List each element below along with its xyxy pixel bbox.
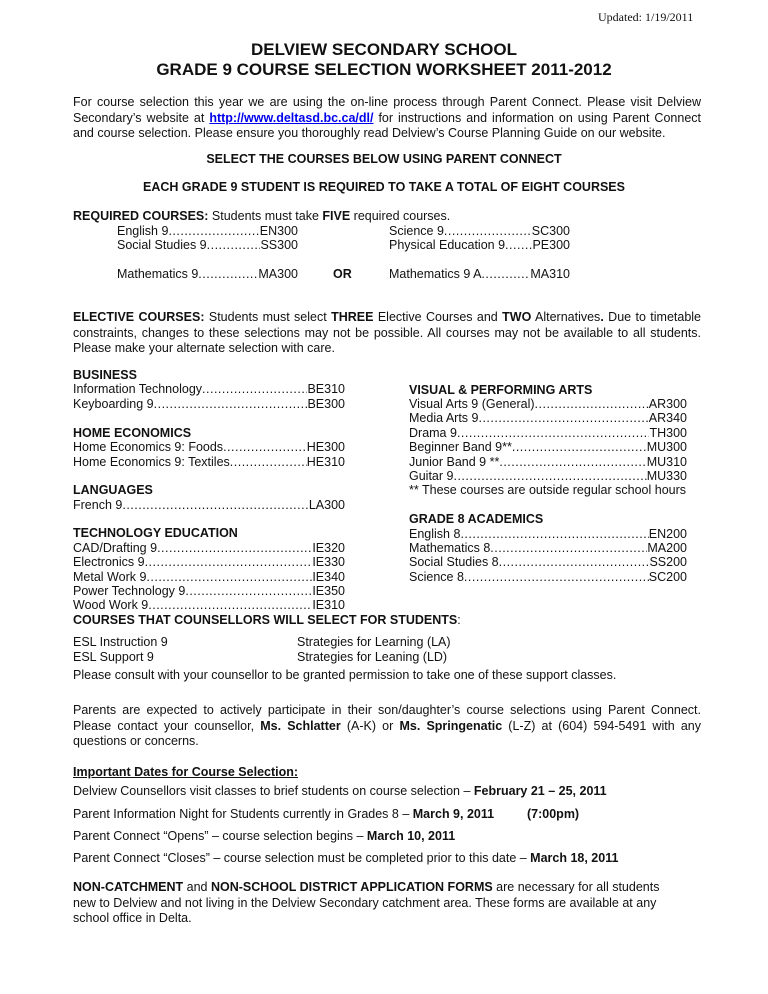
strategies-ld: Strategies for Leaning (LD): [297, 650, 448, 664]
required-social-studies: Social Studies 9 ..... SS300: [117, 238, 298, 253]
date-closes: Parent Connect “Closes” – course selection must be completed prior to this date – March 18, 2011: [73, 851, 619, 865]
course-row: Science 8 ..... SC200: [409, 570, 687, 585]
intro-paragraph: For course selection this year we are using the on-line process through Parent Connect. Please visit Delview Secondary’s website at http://www.deltasd.bc.ca/dl/ for instructions and information on using Parent Connect and course selection. Please ensure you thoroughly read Delview’s Course Planning Guide on our website.: [73, 95, 701, 140]
grade8-heading: GRADE 8 ACADEMICS: [409, 512, 544, 526]
course-row: Junior Band 9 ** ..... MU310: [409, 455, 687, 470]
course-row: Information Technology ..... BE310: [73, 382, 345, 397]
course-row: Metal Work 9 ..... IE340: [73, 570, 345, 585]
total-heading: EACH GRADE 9 STUDENT IS REQUIRED TO TAKE A TOTAL OF EIGHT COURSES: [143, 180, 625, 194]
updated-date: Updated: 1/19/2011: [598, 10, 694, 24]
course-row: Drama 9 ..... TH300: [409, 426, 687, 441]
course-row: Wood Work 9 ..... IE310: [73, 598, 345, 613]
worksheet-title: GRADE 9 COURSE SELECTION WORKSHEET 2011-2012: [156, 60, 612, 79]
elective-paragraph: ELECTIVE COURSES: Students must select THREE Elective Courses and TWO Alternatives. Due to timetable constraints, changes to these selections may not be possible. All courses may not be available to all students. Please make your alternate selection with care.: [73, 310, 702, 355]
website-link[interactable]: http://www.deltasd.bc.ca/dl/: [209, 110, 374, 125]
required-math-a: Mathematics 9 A ..... MA310: [389, 267, 570, 282]
arts-note: ** These courses are outside regular school hours: [409, 483, 687, 497]
course-row: English 8 ..... EN200: [409, 527, 687, 542]
course-row: Home Economics 9: Textiles ..... HE310: [73, 455, 345, 470]
course-row: Media Arts 9 ..... AR340: [409, 411, 687, 426]
course-row: Guitar 9 ..... MU330: [409, 469, 687, 484]
tech-ed-heading: TECHNOLOGY EDUCATION: [73, 526, 238, 540]
esl-instruction: ESL Instruction 9: [73, 635, 168, 649]
course-row: CAD/Drafting 9 ..... IE320: [73, 541, 345, 556]
date-opens: Parent Connect “Opens” – course selection begins – March 10, 2011: [73, 829, 456, 843]
consult-text: Please consult with your counsellor to be granted permission to take one of these support classes.: [73, 668, 617, 682]
or-label: OR: [333, 267, 352, 281]
course-row: Visual Arts 9 (General) ..... AR300: [409, 397, 687, 412]
required-heading: REQUIRED COURSES: Students must take FIVE required courses.: [73, 209, 451, 223]
date-counsellor-visits: Delview Counsellors visit classes to brief students on course selection – February 21 – 25, 2011: [73, 784, 607, 798]
course-row: Keyboarding 9 ..... BE300: [73, 397, 345, 412]
required-english: English 9 ..... EN300: [117, 224, 298, 239]
strategies-la: Strategies for Learning (LA): [297, 635, 451, 649]
languages-heading: LANGUAGES: [73, 483, 153, 497]
course-row: Power Technology 9 ..... IE350: [73, 584, 345, 599]
course-row: Social Studies 8 ..... SS200: [409, 555, 687, 570]
dates-heading: Important Dates for Course Selection:: [73, 765, 299, 779]
business-heading: BUSINESS: [73, 368, 137, 382]
parents-paragraph: Parents are expected to actively participate in their son/daughter’s course selections using Parent Connect. Please contact your counsellor, Ms. Schlatter (A-K) or Ms. Springenatic (L-Z) at (604) 594-5491 with any questions or concerns.: [73, 703, 701, 748]
required-math: Mathematics 9 ..... MA300: [117, 267, 298, 282]
counsellors-heading: COURSES THAT COUNSELLORS WILL SELECT FOR STUDENTS:: [73, 613, 461, 627]
date-info-night: Parent Information Night for Students currently in Grades 8 – March 9, 2011: [73, 807, 495, 821]
arts-heading: VISUAL & PERFORMING ARTS: [409, 383, 593, 397]
course-row: Home Economics 9: Foods ..... HE300: [73, 440, 345, 455]
course-row: Mathematics 8 ..... MA200: [409, 541, 687, 556]
forms-paragraph: NON-CATCHMENT and NON-SCHOOL DISTRICT APPLICATION FORMS are necessary for all students new to Delview and not living in the Delview Secondary catchment area. These forms are available at any school office in Delta.: [73, 880, 660, 925]
required-science: Science 9 ..... SC300: [389, 224, 570, 239]
required-pe: Physical Education 9 ..... PE300: [389, 238, 570, 253]
home-ec-heading: HOME ECONOMICS: [73, 426, 192, 440]
course-row: French 9 ..... LA300: [73, 498, 345, 513]
esl-support: ESL Support 9: [73, 650, 154, 664]
select-heading: SELECT THE COURSES BELOW USING PARENT CONNECT: [206, 152, 562, 166]
school-title: DELVIEW SECONDARY SCHOOL: [250, 40, 518, 59]
course-row: Electronics 9 ..... IE330: [73, 555, 345, 570]
info-night-time: (7:00pm): [527, 807, 580, 821]
course-row: Beginner Band 9** ..... MU300: [409, 440, 687, 455]
